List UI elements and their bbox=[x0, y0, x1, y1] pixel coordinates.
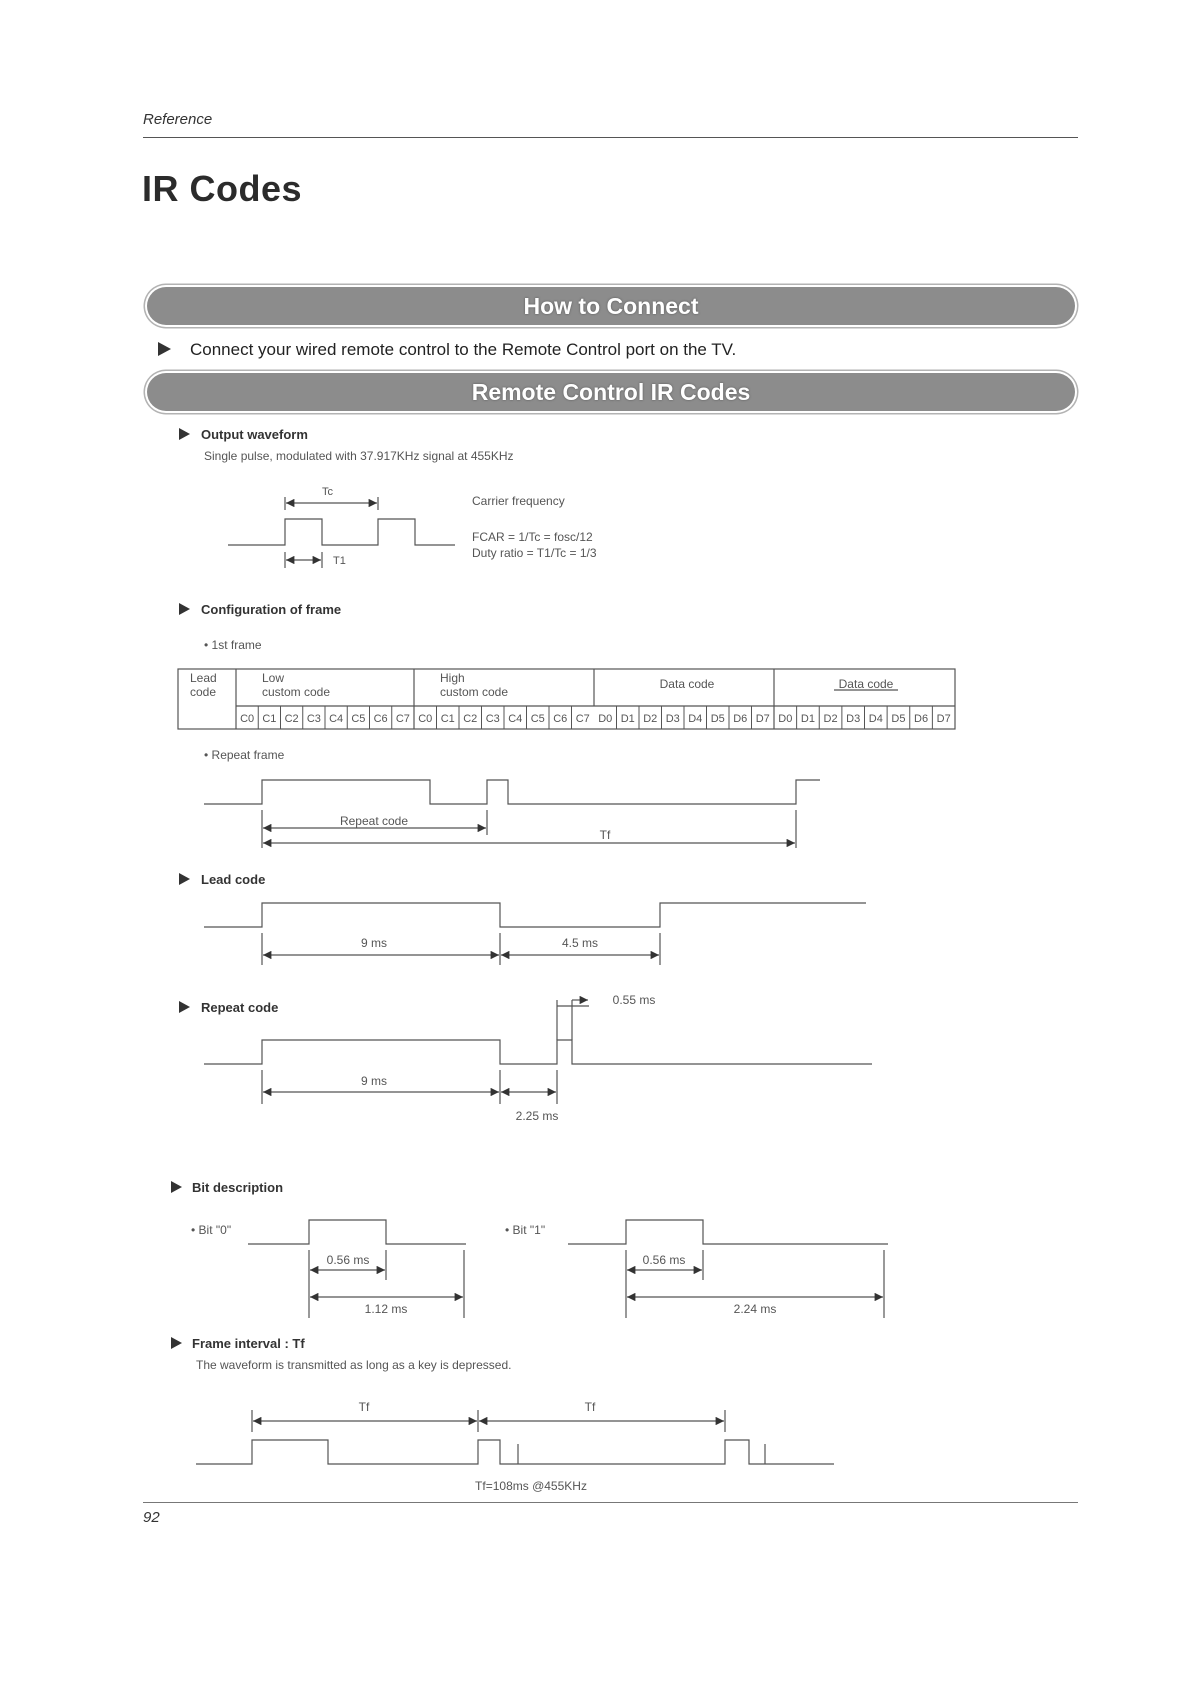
carrier-label: Carrier frequency bbox=[472, 494, 565, 508]
page-title: IR Codes bbox=[142, 168, 303, 209]
frame-interval-waveform bbox=[196, 1440, 834, 1464]
bit0-label: • Bit "0" bbox=[191, 1223, 232, 1237]
t1-label: T1 bbox=[333, 555, 346, 567]
tf-label-2: Tf bbox=[584, 1400, 596, 1414]
bit1-label: • Bit "1" bbox=[505, 1223, 546, 1237]
lead-code-heading: Lead code bbox=[201, 872, 266, 887]
bit-cell: D0 bbox=[598, 713, 613, 725]
bit-cell: D4 bbox=[688, 713, 703, 725]
repeat-frame-waveform bbox=[204, 780, 820, 804]
bit1-period-label: 2.24 ms bbox=[733, 1302, 777, 1316]
bit-cell: C7 bbox=[575, 713, 590, 725]
footer-rule bbox=[143, 1502, 1078, 1503]
arrow-bullet-icon bbox=[179, 603, 190, 615]
first-frame-label: • 1st frame bbox=[204, 638, 262, 652]
arrow-bullet-icon bbox=[179, 873, 190, 885]
repeat-code-heading: Repeat code bbox=[201, 1000, 279, 1015]
tf-label: Tf bbox=[599, 828, 611, 842]
bit-cell: C4 bbox=[508, 713, 523, 725]
low-custom-label-line1: Low bbox=[262, 671, 285, 685]
bit-cell: D2 bbox=[643, 713, 658, 725]
bit0-pulse-label: 0.56 ms bbox=[326, 1253, 370, 1267]
bit-cell: D5 bbox=[710, 713, 725, 725]
section-label: Reference bbox=[143, 111, 213, 128]
high-custom-label-line1: High bbox=[440, 671, 465, 685]
bit-cell: D7 bbox=[755, 713, 770, 725]
bit0-waveform bbox=[248, 1220, 466, 1244]
tf-formula: Tf=108ms @455KHz bbox=[475, 1479, 587, 1493]
bit-cell: D2 bbox=[823, 713, 838, 725]
repeat-gap-label: 2.25 ms bbox=[515, 1109, 559, 1123]
repeat-code-waveform bbox=[204, 1040, 872, 1064]
bit-cell: D6 bbox=[733, 713, 748, 725]
bit-cell: C2 bbox=[284, 713, 299, 725]
bit-cell: D3 bbox=[665, 713, 680, 725]
low-custom-label-line2: custom code bbox=[262, 685, 331, 699]
bit-cell: C7 bbox=[395, 713, 410, 725]
carrier-waveform bbox=[228, 519, 455, 545]
lead-high-label: 9 ms bbox=[360, 936, 388, 950]
bit-cell: C5 bbox=[530, 713, 545, 725]
repeat-pulse-label: 0.55 ms bbox=[612, 993, 656, 1007]
tc-label: Tc bbox=[322, 486, 333, 498]
lead-low-label: 4.5 ms bbox=[561, 936, 599, 950]
repeat-frame-label: • Repeat frame bbox=[204, 748, 285, 762]
page-number: 92 bbox=[143, 1509, 160, 1526]
bit-cell: C2 bbox=[463, 713, 478, 725]
data-code-inverted-label: Data code bbox=[838, 677, 894, 691]
frame-interval-description: The waveform is transmitted as long as a key is depressed. bbox=[196, 1358, 512, 1372]
bit1-pulse-label: 0.56 ms bbox=[642, 1253, 686, 1267]
fcar-formula: FCAR = 1/Tc = fosc/12 bbox=[472, 530, 593, 544]
frame-bit-cells bbox=[240, 706, 951, 729]
bit-cell: C1 bbox=[262, 713, 277, 725]
bit1-waveform bbox=[568, 1220, 888, 1244]
bit-cell: D6 bbox=[914, 713, 929, 725]
lead-code-waveform bbox=[204, 903, 866, 927]
ir-codes-banner: Remote Control IR Codes bbox=[147, 373, 1075, 411]
bit-cell: D4 bbox=[868, 713, 883, 725]
arrow-bullet-icon bbox=[171, 1181, 182, 1193]
repeat-high-label: 9 ms bbox=[360, 1074, 388, 1088]
connect-instruction: Connect your wired remote control to the Remote Control port on the TV. bbox=[190, 340, 737, 359]
bit-cell: C3 bbox=[485, 713, 500, 725]
bit0-period-label: 1.12 ms bbox=[364, 1302, 408, 1316]
bit-cell: D1 bbox=[620, 713, 635, 725]
how-to-connect-banner: How to Connect bbox=[147, 287, 1075, 325]
output-waveform-heading: Output waveform bbox=[201, 427, 308, 442]
data-code-label: Data code bbox=[659, 677, 715, 691]
high-custom-label-line2: custom code bbox=[440, 685, 509, 699]
arrow-bullet-icon bbox=[171, 1337, 182, 1349]
bit-cell: D7 bbox=[936, 713, 951, 725]
bit-cell: C6 bbox=[373, 713, 388, 725]
bit-cell: C5 bbox=[351, 713, 366, 725]
bit-cell: D1 bbox=[800, 713, 815, 725]
bit-cell: C0 bbox=[240, 713, 255, 725]
bit-cell: C3 bbox=[306, 713, 321, 725]
tf-label-1: Tf bbox=[358, 1400, 370, 1414]
repeat-code-label: Repeat code bbox=[339, 814, 409, 828]
configuration-heading: Configuration of frame bbox=[201, 602, 342, 617]
bit-cell: C4 bbox=[329, 713, 344, 725]
output-waveform-description: Single pulse, modulated with 37.917KHz signal at 455KHz bbox=[204, 449, 514, 463]
bit-cell: D0 bbox=[778, 713, 793, 725]
bit-cell: D3 bbox=[846, 713, 861, 725]
frame-interval-heading: Frame interval : Tf bbox=[192, 1336, 305, 1351]
bit-cell: D5 bbox=[891, 713, 906, 725]
arrow-bullet-icon bbox=[179, 1001, 190, 1013]
bit-cell: C0 bbox=[418, 713, 433, 725]
bit-description-heading: Bit description bbox=[192, 1180, 284, 1195]
bit-cell: C6 bbox=[553, 713, 568, 725]
bit-cell: C1 bbox=[440, 713, 455, 725]
lead-code-label-line1: Lead bbox=[190, 671, 217, 685]
duty-formula: Duty ratio = T1/Tc = 1/3 bbox=[472, 546, 597, 560]
lead-code-label-line2: code bbox=[190, 685, 217, 699]
